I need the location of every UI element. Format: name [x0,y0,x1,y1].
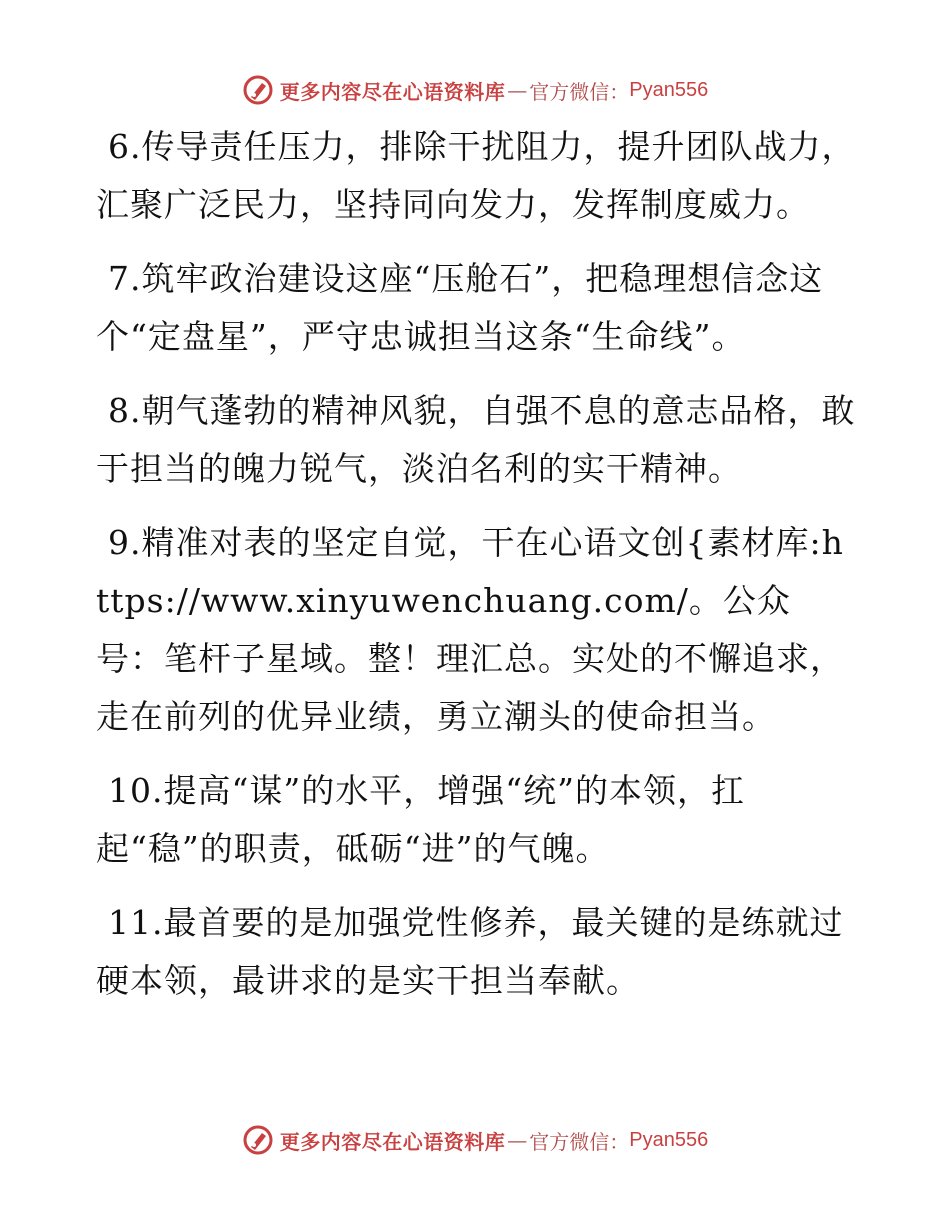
banner-title: 更多内容尽在心语资料库 [279,1129,506,1154]
banner-wechat-id: Pyan556 [629,78,709,101]
banner-wechat-id: Pyan556 [629,1128,709,1151]
list-item-9: 9.精准对表的坚定自觉，干在心语文创{素材库:https://www.xinyuwenchuang.com/。公众号：笔杆子星域。整！理汇总。实处的不懈追求，走在前列的优异业绩，勇立潮头的使命担当。 [96,523,844,736]
list-item-11: 11.最首要的是加强党性修养，最关键的是练就过硬本领，最讲求的是实干担当奉献。 [96,903,844,1000]
document-body [96,118,856,1026]
banner-dash: — [507,1128,528,1152]
list-item-7: 7.筑牢政治建设这座“压舱石”，把稳理想信念这个“定盘星”，严守忠诚担当这条“生命线”。 [96,259,824,356]
footer-banner [0,1120,950,1160]
banner-wechat-label: 官方微信： [529,79,630,104]
list-item-6: 6.传导责任压力，排除干扰阻力，提升团队战力，汇聚广泛民力，坚持同向发力，发挥制度威力。 [96,127,856,224]
banner-title: 更多内容尽在心语资料库 [279,79,506,104]
banner-dash: — [507,78,528,102]
pen-logo-icon [242,1124,274,1156]
pen-logo-icon [242,74,274,106]
header-banner [0,70,950,110]
list-item-10: 10.提高“谋”的水平，增强“统”的本领，扛起“稳”的职责，砥砺“进”的气魄。 [96,771,745,868]
list-item-8: 8.朝气蓬勃的精神风貌，自强不息的意志品格，敢于担当的魄力锐气，淡泊名利的实干精神。 [96,391,856,488]
banner-wechat-label: 官方微信： [529,1129,630,1154]
